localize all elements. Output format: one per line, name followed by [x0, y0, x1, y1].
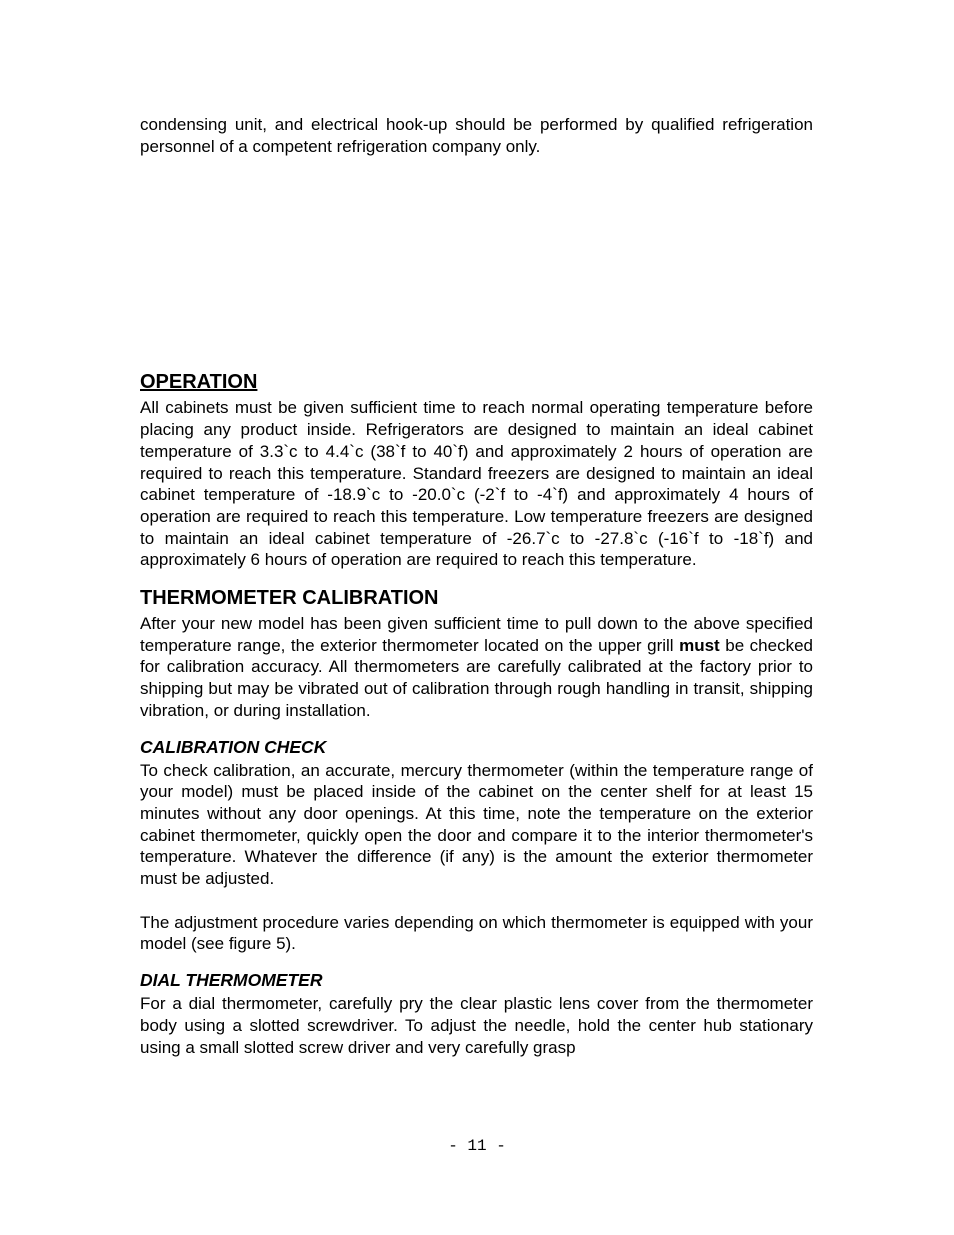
- adjustment-paragraph: The adjustment procedure varies depending on which thermometer is equipped with your model (see figure 5).: [140, 912, 813, 954]
- manual-page: [140, 114, 813, 1058]
- operation-heading-text: OPERATION: [140, 371, 258, 394]
- calibration-check-heading: CALIBRATION CHECK: [140, 736, 327, 757]
- calibration-paragraph: [140, 613, 813, 722]
- blank-space: [140, 157, 813, 369]
- operation-paragraph: All cabinets must be given sufficient time to reach normal operating temperature before placing any product inside. Refrigerators are designed to maintain an ideal cabinet temperature of 3.3`c to 4.4`c (38`f to 40`f) and approximately 2 hours of operation are required to reach this temperature. Standard freezers are designed to maintain an ideal cabinet temperature of -18.9`c to -20.0`c (-2`f to -4`f) and approximately 4 hours of operation are required to reach this temperature. Low temperature freezers are designed to maintain an ideal cabinet temperature of -26.7`c to -27.8`c (-16`f to -18`f) and approximately 6 hours of operation are required to reach this temperature.: [140, 398, 813, 570]
- calibration-text-after: be checked for calibration accuracy. All thermometers are carefully calibrated at the factory prior to shipping but may be vibrated out of calibration through rough handling in transit, shipping vibration, or during installation.: [140, 635, 813, 720]
- page-number: - 11 -: [448, 1137, 506, 1155]
- operation-heading: [140, 369, 813, 395]
- calibration-text-before: After your new model has been given sufficient time to pull down to the above specified temperature range, the exterior thermometer located on the upper grill: [140, 614, 813, 655]
- intro-paragraph: condensing unit, and electrical hook-up should be performed by qualified refrigeration personnel of a competent refrigeration company only.: [140, 115, 813, 156]
- calibration-check-paragraph: To check calibration, an accurate, mercury thermometer (within the temperature range of your model) must be placed inside of the cabinet on the center shelf for at least 15 minutes without any door openings. At this time, note the temperature on the exterior cabinet thermometer, quickly open the door and compare it to the interior thermometer's temperature. Whatever the difference (if any) is the amount the exterior thermometer must be adjusted.: [140, 760, 813, 889]
- thermometer-calibration-heading: THERMOMETER CALIBRATION: [140, 587, 439, 610]
- dial-thermometer-heading: DIAL THERMOMETER: [140, 970, 323, 991]
- dial-thermometer-paragraph: For a dial thermometer, carefully pry the clear plastic lens cover from the thermometer body using a slotted screwdriver. To adjust the needle, hold the center hub stationary using a small slotted screw driver and very carefully grasp: [140, 994, 813, 1057]
- calibration-text-must: must: [679, 635, 720, 655]
